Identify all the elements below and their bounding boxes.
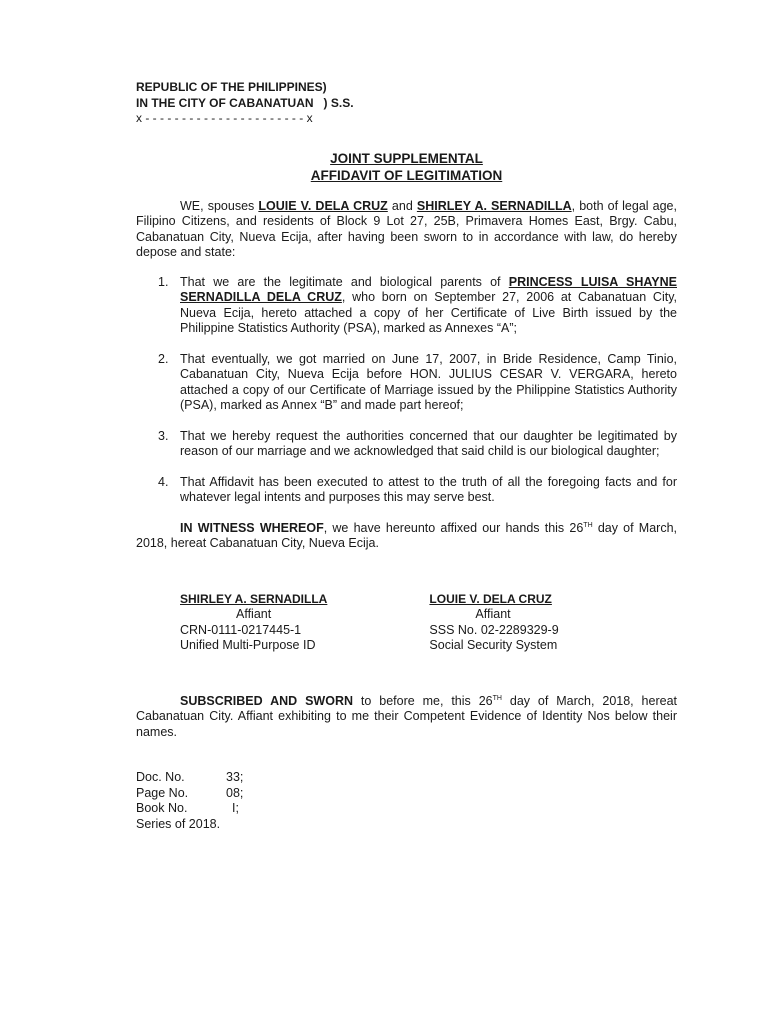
title-line-1: JOINT SUPPLEMENTAL [330,150,483,166]
page-number-row [136,786,677,802]
item-text: That eventually, we got married on June 17, 2007, in Bride Residence, Camp Tinio, Cabanatuan City, Nueva Ecija before HON. JULIUS CESAR V. VERGARA, hereto attached a copy of our Certificate of Marriage issued by the Philippine Statistics Authority (PSA), marked as Annex “B” and made part hereof; [180,351,677,412]
witness-ordinal: TH [583,521,593,529]
title-line-2: AFFIDAVIT OF LEGITIMATION [310,167,503,183]
document-title [136,150,677,184]
jurat-text-1: to before me, this 26 [353,693,493,708]
list-item [136,429,677,460]
signatory-id-left: CRN-0111-0217445-1 [180,622,302,637]
signatory-role-left: Affiant [236,607,272,621]
witness-text-2: day of March, 2018, hereat Cabanatuan City, Nueva Ecija. [136,520,678,550]
statement-list [136,275,677,506]
witness-paragraph [136,521,677,552]
item-number: 4. [158,474,169,489]
affiant-name-2: SHIRLEY A. SERNADILLA [416,198,572,213]
jurat-ordinal: TH [492,694,502,702]
notarial-register [136,770,677,832]
jurat-lead: SUBSCRIBED AND SWORN [180,693,353,708]
jurat-text-2: day of March, 2018, hereat Cabanatuan City. Affiant exhibiting to me their Competent Evidence of Identity Nos below their names. [136,693,677,739]
signatory-id-right: SSS No. 02-2289329-9 [429,622,559,637]
list-item [136,475,677,506]
list-item [136,352,677,414]
item-text: That we are the legitimate and biological parents of [180,274,509,289]
intro-paragraph [136,199,677,261]
signature-left [180,592,429,656]
item-number: 1. [158,274,169,289]
page-number-value: 08; [226,785,244,800]
doc-number-row [136,770,677,786]
venue-separator: x - - - - - - - - - - - - - - - - - - - - - - x [136,111,313,125]
signatory-id-type-right: Social Security System [429,638,558,652]
doc-number-label: Doc. No. [136,770,185,784]
intro-text-3: , both of legal age, Filipino Citizens, and residents of Block 9 Lot 27, 25B, Primavera Homes East, Brgy. Cabu, Cabanatuan City, Nueva Ecija, after having been sworn to in accordance with law, do hereby depose and state: [136,198,677,259]
venue-country: REPUBLIC OF THE PHILIPPINES) [136,80,327,94]
item-text: That Affidavit has been executed to attest to the truth of all the foregoing facts and for whatever legal intents and purposes this may serve best. [180,474,677,504]
item-text: , who born on September 27, 2006 at Cabanatuan City, Nueva Ecija, hereto attached a copy of her Certificate of Live Birth issued by the Philippine Statistics Authority (PSA), marked as Annexes “A”; [180,290,677,335]
jurat-paragraph [136,694,677,741]
venue-city: IN THE CITY OF CABANATUAN ) S.S. [136,95,354,110]
item-text: That we hereby request the authorities concerned that our daughter be legitimated by reason of our marriage and we acknowledged that said child is our biological daughter; [180,428,677,458]
item-number: 3. [158,428,169,443]
book-number-value: I; [232,801,239,815]
signatory-role-right: Affiant [475,607,511,621]
signatory-id-type-left: Unified Multi-Purpose ID [180,638,316,652]
book-number-label: Book No. [136,801,188,815]
page-number-label: Page No. [136,785,189,800]
list-item [136,275,677,337]
doc-number-value: 33; [226,770,244,784]
affidavit-page [136,80,677,832]
book-number-row [136,801,677,817]
witness-lead: IN WITNESS WHEREOF [180,520,324,535]
witness-text-1: , we have hereunto affixed our hands this 26 [323,520,584,535]
signature-right [429,592,677,656]
signatory-name-right: LOUIE V. DELA CRUZ [429,591,552,606]
signatory-name-left: SHIRLEY A. SERNADILLA [180,591,328,606]
affiant-name-1: LOUIE V. DELA CRUZ [258,198,388,213]
venue-caption [136,80,677,127]
intro-text-2: and [387,198,417,213]
signature-block [136,592,677,656]
item-number: 2. [158,351,169,366]
child-name: PRINCESS LUISA SHAYNE SERNADILLA DELA CRUZ [180,274,677,304]
series-line: Series of 2018. [136,816,221,831]
intro-text-1: WE, spouses [180,198,259,213]
